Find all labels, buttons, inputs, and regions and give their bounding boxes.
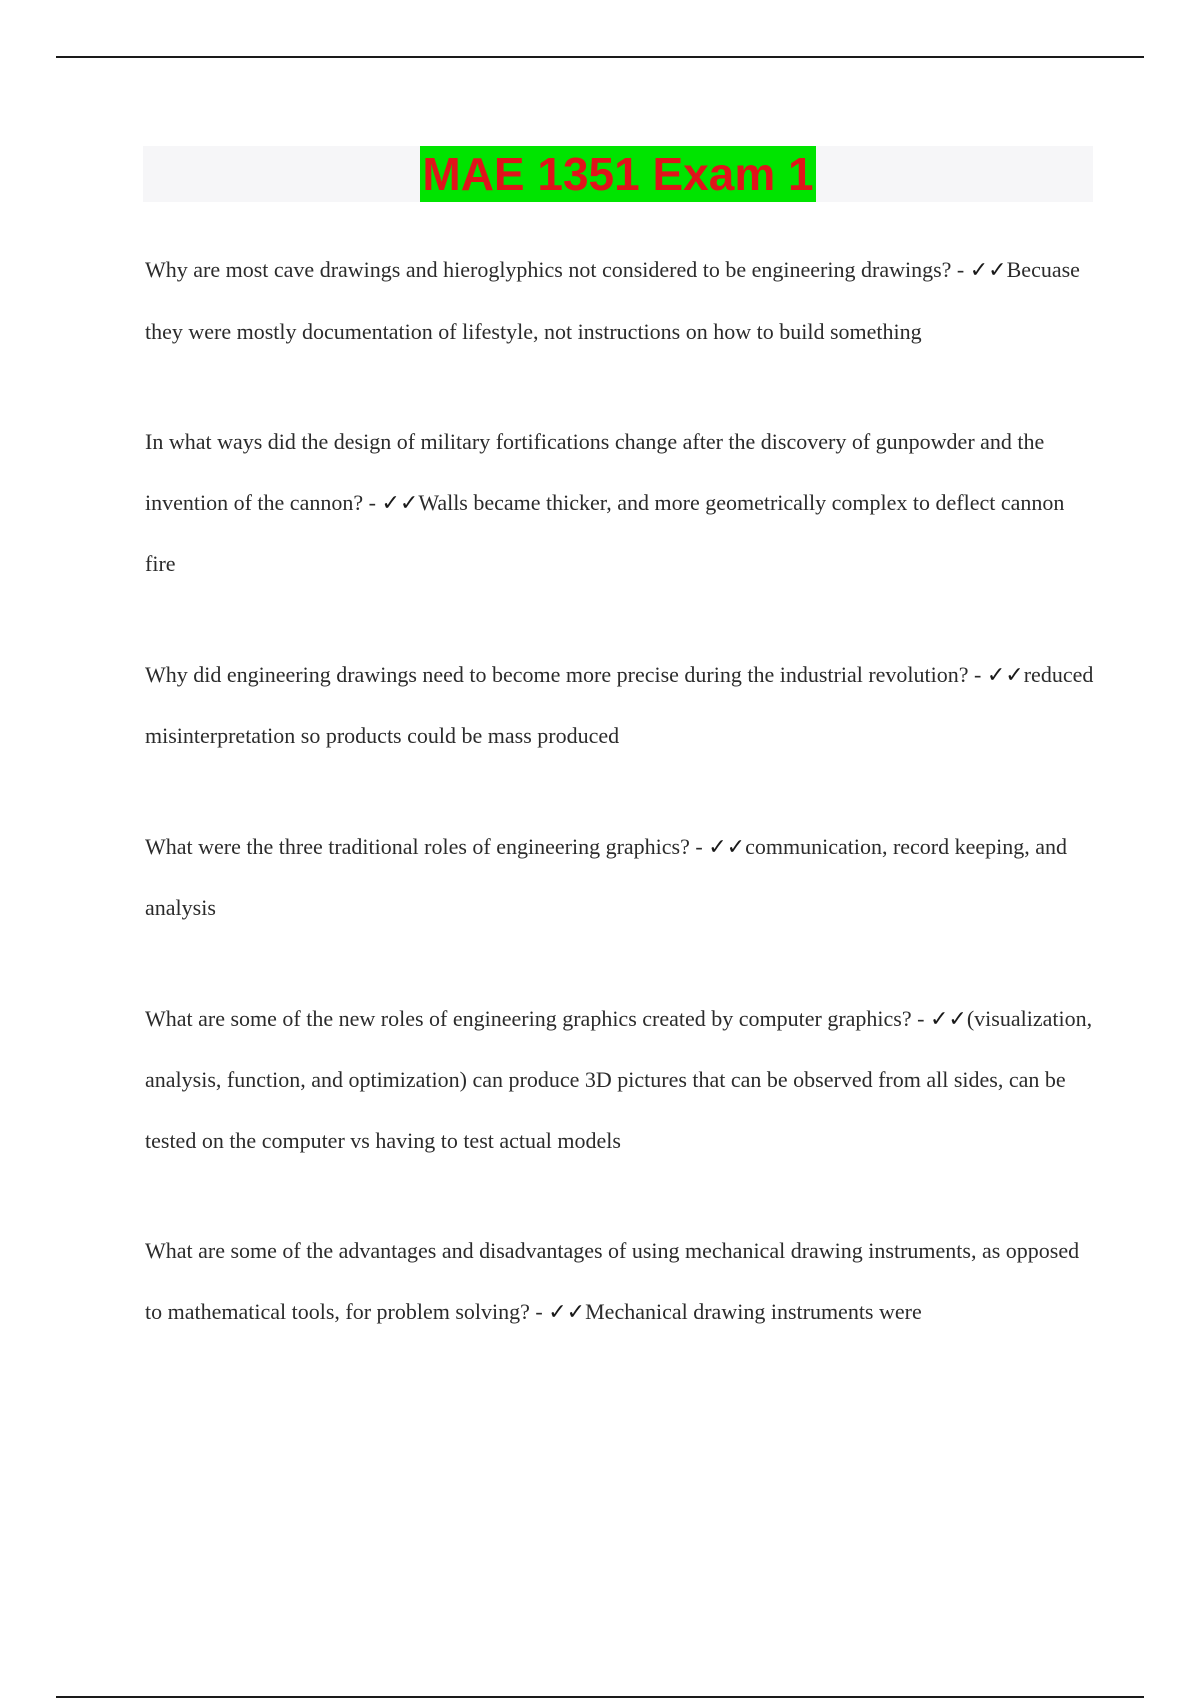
answer-text: Mechanical drawing instruments were — [585, 1298, 922, 1324]
qa-item-4 — [145, 817, 1095, 939]
separator: - — [951, 257, 970, 282]
separator: - — [968, 661, 987, 687]
top-rule — [56, 56, 1144, 58]
bottom-rule — [56, 1696, 1144, 1698]
check-mark-icon: ✓✓ — [708, 834, 746, 860]
check-mark-icon: ✓✓ — [929, 1006, 967, 1032]
separator: - — [363, 489, 382, 515]
question-text: What are some of the new roles of engineering graphics created by computer graphics? — [145, 1005, 912, 1031]
qa-item-1 — [145, 240, 1095, 362]
answer-text: communication, record keeping, and analysis — [145, 833, 1068, 920]
separator: - — [689, 833, 709, 859]
document-title: MAE 1351 Exam 1 — [422, 148, 814, 200]
question-text: What were the three traditional roles of engineering graphics? — [145, 833, 690, 859]
check-mark-icon: ✓✓ — [381, 490, 419, 516]
qa-item-5 — [145, 989, 1095, 1172]
check-mark-icon: ✓✓ — [969, 258, 1007, 283]
answer-text: reduced misinterpretation so products could be mass produced — [145, 661, 1094, 748]
separator: - — [529, 1298, 549, 1324]
question-text: Why did engineering drawings need to become more precise during the industrial revolution? — [145, 661, 969, 687]
separator: - — [911, 1005, 930, 1031]
question-text: Why are most cave drawings and hieroglyphics not considered to be engineering drawings? — [145, 257, 952, 282]
check-mark-icon: ✓✓ — [548, 1299, 586, 1325]
answer-text: Walls became thicker, and more geometrically complex to deflect cannon fire — [145, 489, 1065, 576]
question-text: What are some of the advantages and disadvantages of using mechanical drawing instruments, as opposed to mathematical tools, for problem solving? — [145, 1238, 1080, 1324]
qa-item-6 — [145, 1221, 1095, 1343]
qa-list — [145, 240, 1095, 1393]
qa-item-3 — [145, 645, 1095, 767]
answer-text: Becuase they were mostly documentation of lifestyle, not instructions on how to build something — [145, 257, 1080, 344]
qa-item-2 — [145, 412, 1095, 595]
title-band — [143, 146, 1093, 202]
check-mark-icon: ✓✓ — [986, 662, 1024, 688]
answer-text: (visualization, analysis, function, and optimization) can produce 3D pictures that can be observed from all sides, can be tested on the computer vs having to test actual models — [145, 1005, 1093, 1153]
question-text: In what ways did the design of military fortifications change after the discovery of gunpowder and the invention of the cannon? — [145, 429, 1045, 515]
